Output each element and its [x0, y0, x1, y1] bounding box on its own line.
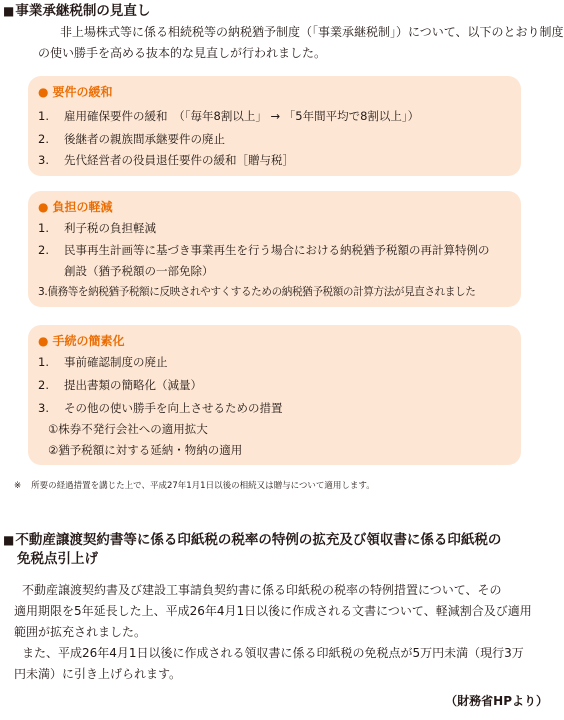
- body-line: 円未満）に引き上げられます。: [14, 667, 182, 681]
- list-item: 3. 先代経営者の役員退任要件の緩和［贈与税］: [38, 153, 294, 167]
- intro-line-1: 非上場株式等に係る相続税等の納税猶予制度（「事業承継税制」）について、以下のとおり制度: [60, 25, 564, 39]
- body-line: 適用期限を5年延長した上、平成26年4月1日以後に作成される文書について、軽減割合及び適用: [14, 604, 532, 618]
- dot-icon: ●: [38, 200, 49, 214]
- list-item: 創設（猶予税額の一部免除）: [64, 264, 214, 278]
- list-item: 3. その他の使い勝手を向上させるための措置: [38, 401, 283, 415]
- body-line: また、平成26年4月1日以後に作成される領収書に係る印紙税の免税点が5万円未満（現行3万: [22, 646, 524, 660]
- footnote: ※ 所要の経過措置を講じた上で、平成27年1月1日以後の相続又は贈与について適用します。: [14, 481, 375, 491]
- list-item: 2. 後継者の親族間承継要件の廃止: [38, 132, 225, 146]
- intro-line-2: の使い勝手を高める抜本的な見直しが行われました。: [38, 46, 327, 60]
- list-item: 1. 利子税の負担軽減: [38, 221, 156, 235]
- info-box-relaxation: [28, 76, 521, 176]
- box-title: ● 手続の簡素化: [38, 334, 125, 348]
- box-title: ● 要件の緩和: [38, 85, 113, 99]
- section-heading: ■不動産譲渡契約書等に係る印紙税の税率の特例の拡充及び領収書に係る印紙税の: [3, 532, 502, 548]
- list-item: 1. 雇用確保要件の緩和 （「毎年8割以上」 → 「5年間平均で8割以上」）: [38, 109, 420, 123]
- info-box-burden: [28, 191, 521, 307]
- list-item: ②猶予税額に対する延納・物納の適用: [48, 443, 243, 457]
- section-heading-continued: 免税点引上げ: [17, 551, 98, 567]
- dot-icon: ●: [38, 85, 49, 99]
- list-item: 2. 提出書類の簡略化（減量）: [38, 378, 202, 392]
- box-title: ● 負担の軽減: [38, 200, 113, 214]
- list-item: 2. 民事再生計画等に基づき事業再生を行う場合における納税猶予税額の再計算特例の: [38, 243, 490, 257]
- list-item: 3.債務等を納税猶予税額に反映されやすくするための納税猶予税額の計算方法が見直されました: [38, 286, 476, 298]
- square-bullet-icon: ■: [3, 4, 15, 18]
- info-box-simplification: [28, 325, 521, 465]
- dot-icon: ●: [38, 334, 49, 348]
- body-line: 範囲が拡充されました。: [14, 625, 147, 639]
- source-credit: （財務省HPより）: [445, 694, 548, 708]
- body-line: 不動産譲渡契約書及び建設工事請負契約書に係る印紙税の税率の特例措置について、その: [22, 583, 502, 597]
- section-heading: ■事業承継税制の見直し: [3, 3, 151, 19]
- list-item: ①株券不発行会社への適用拡大: [48, 422, 208, 436]
- square-bullet-icon: ■: [3, 533, 15, 547]
- list-item: 1. 事前確認制度の廃止: [38, 355, 168, 369]
